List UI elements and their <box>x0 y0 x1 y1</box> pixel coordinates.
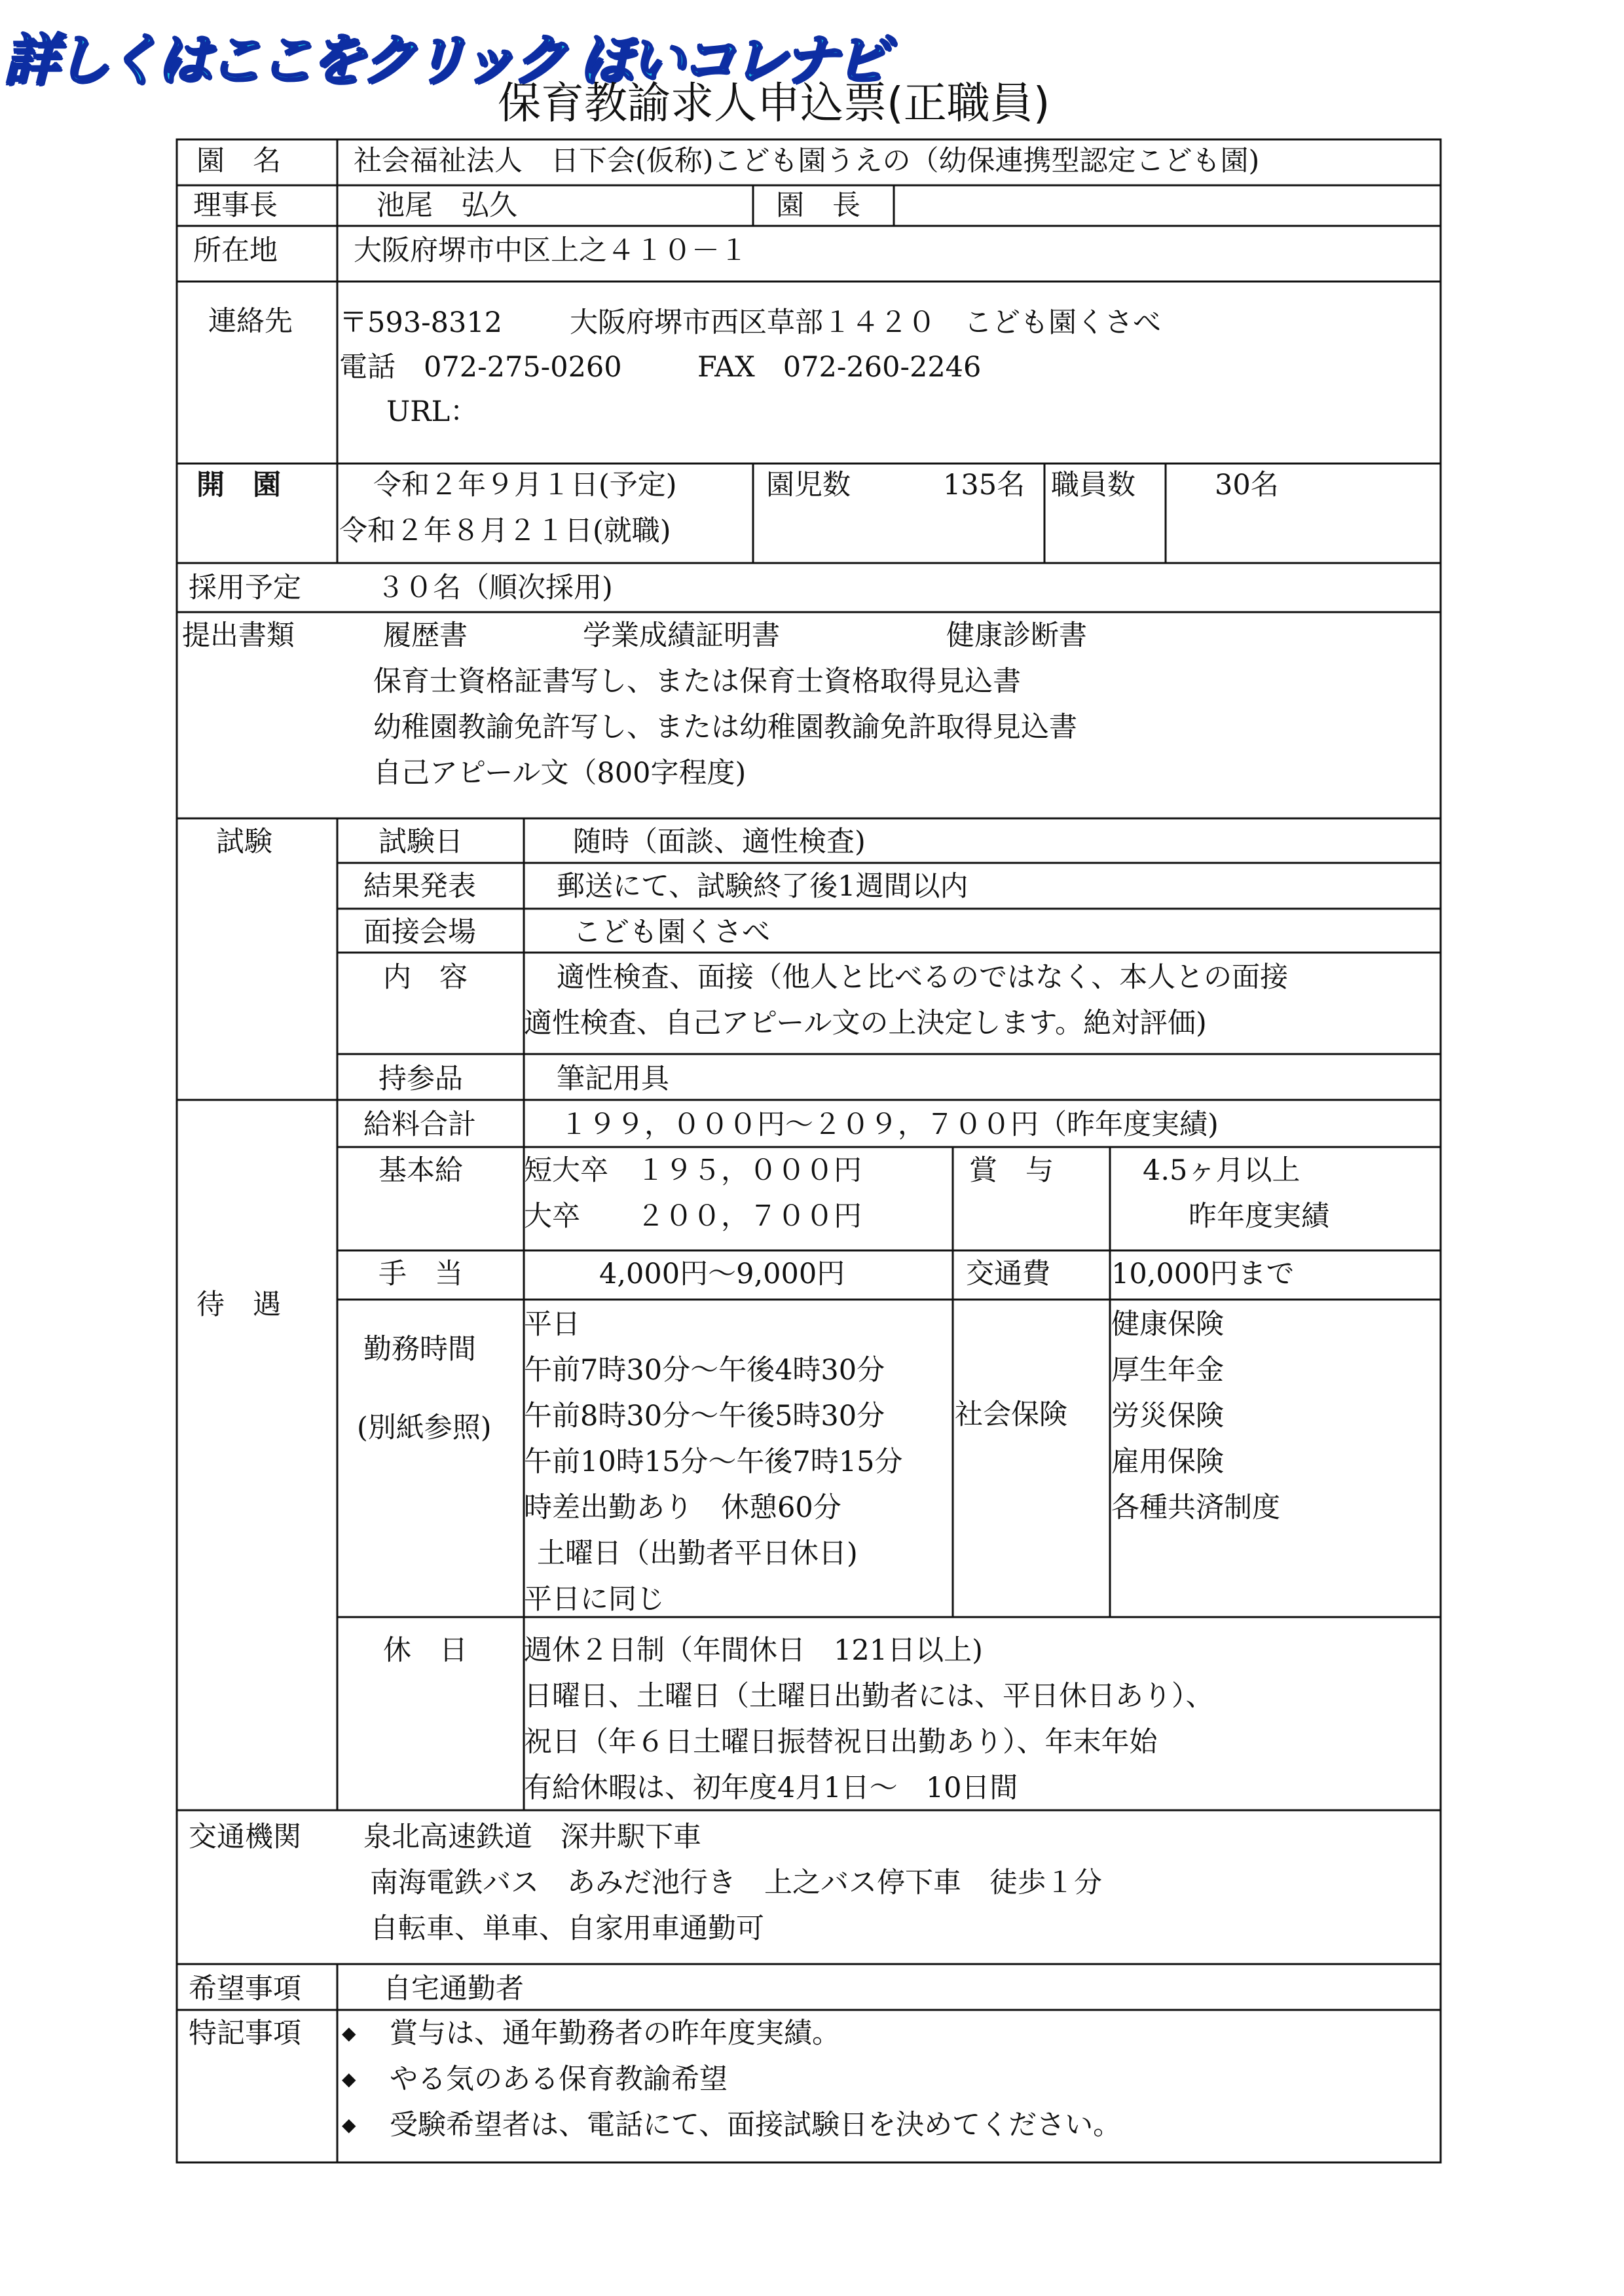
hours-line: 午前7時30分～午後4時30分 <box>524 1354 885 1387</box>
holiday-line: 祝日（年６日土曜日振替祝日出勤あり）、年末年始 <box>524 1726 1158 1758</box>
value-shozaichi: 大阪府堺市中区上之４１０－１ <box>354 234 748 267</box>
value-kibo: 自宅通勤者 <box>383 1973 524 2005</box>
banner-link[interactable]: 詳しくはここをクリック ほいコレナビ <box>4 28 885 92</box>
value-saiyo: ３０名（順次採用) <box>377 572 613 604</box>
label-shozaichi: 所在地 <box>193 234 278 267</box>
label-hours-note: (別紙参照) <box>357 1412 492 1444</box>
doc-yochien: 幼稚園教諭免許写し、または幼稚園教諭免許取得見込書 <box>373 711 1077 744</box>
label-shiken: 試験 <box>216 826 272 858</box>
value-postal: 〒593-8312 <box>339 306 503 339</box>
label-exam-items: 持参品 <box>378 1063 463 1095</box>
transport-line: 泉北高速鉄道 深井駅下車 <box>363 1821 701 1853</box>
tokki-item: 賞与は、通年勤務者の昨年度実績。 <box>390 2017 840 2050</box>
doc-kenko: 健康診断書 <box>946 619 1087 652</box>
value-fax: FAX 072-260-2246 <box>697 351 982 384</box>
label-shokuinsu: 職員数 <box>1051 469 1135 501</box>
value-allowance: 4,000円～9,000円 <box>599 1258 845 1290</box>
hours-line: 午前10時15分～午後7時15分 <box>524 1446 903 1478</box>
insurance-item: 健康保険 <box>1111 1308 1224 1341</box>
insurance-item: 各種共済制度 <box>1111 1491 1280 1524</box>
label-enjisu: 園児数 <box>766 469 851 501</box>
value-en-mei: 社会福祉法人 日下会(仮称)こども園うえの（幼保連携型認定こども園) <box>354 145 1260 177</box>
insurance-item: 労災保険 <box>1111 1400 1224 1432</box>
value-phone: 電話 072-275-0260 <box>339 351 622 384</box>
value-transport-fee: 10,000円まで <box>1111 1258 1295 1290</box>
bullet-icon: ◆ <box>342 2068 356 2090</box>
value-bonus1: 4.5ヶ月以上 <box>1143 1154 1301 1187</box>
value-base2: 大卒 ２００，７００円 <box>524 1200 862 1233</box>
label-exam-content: 内 容 <box>383 961 468 994</box>
label-teishutsu: 提出書類 <box>182 619 295 652</box>
value-exam-items: 筆記用具 <box>557 1063 669 1095</box>
label-kaien: 開 園 <box>196 469 281 501</box>
tokki-item: やる気のある保育教諭希望 <box>390 2063 728 2096</box>
value-address: 大阪府堺市西区草部１４２０ こども園くさべ <box>570 306 1161 339</box>
label-en-mei: 園 名 <box>196 145 281 177</box>
hours-line: 平日 <box>524 1308 580 1341</box>
value-enjisu: 135名 <box>943 469 1025 501</box>
label-transport-fee: 交通費 <box>966 1258 1050 1290</box>
transport-line: 自転車、単車、自家用車通勤可 <box>370 1912 764 1945</box>
insurance-item: 厚生年金 <box>1111 1354 1224 1387</box>
hours-line: 午前8時30分～午後5時30分 <box>524 1400 885 1432</box>
holiday-line: 有給休暇は、初年度4月1日～ 10日間 <box>524 1772 1018 1804</box>
doc-appeal: 自己アピール文（800字程度) <box>373 757 747 790</box>
value-exam-venue: こども園くさべ <box>573 916 770 949</box>
value-base1: 短大卒 １９５，０００円 <box>524 1154 862 1187</box>
value-open-date2: 令和２年８月２１日(就職) <box>339 515 671 547</box>
value-exam-content2: 適性検査、自己アピール文の上決定します。絶対評価) <box>524 1007 1207 1040</box>
insurance-item: 雇用保険 <box>1111 1446 1224 1478</box>
value-bonus2: 昨年度実績 <box>1189 1200 1329 1233</box>
label-insurance: 社会保険 <box>955 1398 1067 1431</box>
value-exam-result: 郵送にて、試験終了後1週間以内 <box>557 870 969 903</box>
label-tokki: 特記事項 <box>189 2017 301 2050</box>
value-rijicho: 池尾 弘久 <box>377 189 517 222</box>
label-holiday: 休 日 <box>383 1634 468 1667</box>
value-exam-date: 随時（面談、適性検査) <box>573 826 866 858</box>
value-shokuinsu: 30名 <box>1215 469 1279 501</box>
label-encho: 園 長 <box>776 189 860 222</box>
label-taigu: 待 遇 <box>196 1288 281 1321</box>
label-hours: 勤務時間 <box>363 1333 476 1366</box>
doc-hoikushi: 保育士資格証書写し、または保育士資格取得見込書 <box>373 665 1021 698</box>
label-exam-venue: 面接会場 <box>363 916 476 949</box>
bullet-icon: ◆ <box>342 2022 356 2044</box>
tokki-item: 受験希望者は、電話にて、面接試験日を決めてください。 <box>390 2109 1122 2141</box>
value-url: URL： <box>386 395 479 428</box>
label-bonus: 賞 与 <box>969 1154 1054 1187</box>
hours-line: 時差出勤あり 休憩60分 <box>524 1491 841 1524</box>
value-exam-content1: 適性検査、面接（他人と比べるのではなく、本人との面接 <box>557 961 1289 994</box>
label-exam-result: 結果発表 <box>363 870 476 903</box>
label-kibo: 希望事項 <box>189 1973 301 2005</box>
label-renrakusaki: 連絡先 <box>208 305 293 338</box>
label-exam-date: 試験日 <box>378 826 463 858</box>
hours-line: 平日に同じ <box>524 1583 665 1616</box>
bullet-icon: ◆ <box>342 2114 356 2136</box>
doc-seiseki: 学業成績証明書 <box>583 619 780 652</box>
label-base: 基本給 <box>378 1154 463 1187</box>
value-open-date1: 令和２年９月１日(予定) <box>373 469 677 501</box>
label-salary: 給料合計 <box>363 1108 476 1141</box>
label-saiyo: 採用予定 <box>189 572 301 604</box>
value-salary: １９９，０００円～２０９，７００円（昨年度実績) <box>560 1108 1219 1141</box>
label-kotsu: 交通機関 <box>189 1821 301 1853</box>
label-allowance: 手 当 <box>378 1258 463 1290</box>
doc-rireki: 履歴書 <box>383 619 468 652</box>
label-rijicho: 理事長 <box>193 189 278 222</box>
transport-line: 南海電鉄バス あみだ池行き 上之バス停下車 徒歩１分 <box>370 1867 1102 1899</box>
holiday-line: 日曜日、土曜日（土曜日出勤者には、平日休日あり）、 <box>524 1680 1214 1713</box>
page-title: 保育教諭求人申込票(正職員) <box>498 78 1050 128</box>
holiday-line: 週休２日制（年間休日 121日以上) <box>524 1634 983 1667</box>
hours-line: 土曜日（出勤者平日休日) <box>537 1537 858 1570</box>
